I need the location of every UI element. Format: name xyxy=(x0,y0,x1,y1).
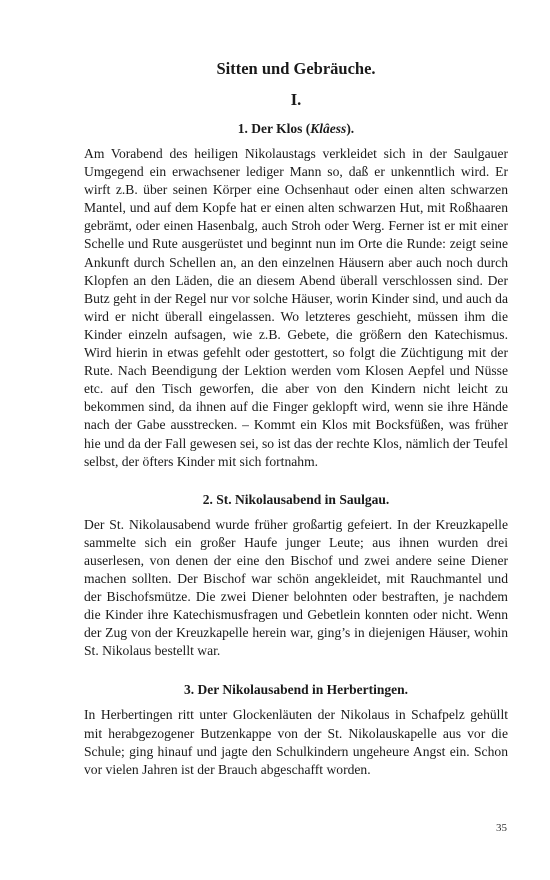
section-3-body: In Herbertingen ritt unter Glockenläuten der Nikolaus in Schafpelz gehüllt mit herabgezogener Butzenkappe von der St. Nikolauskapelle aus vor die Schule; ging hinauf und jagte den Schulkindern ungeheure Angst ein. Schon vor vielen Jahren ist der Brauch abgeschafft worden. xyxy=(84,707,508,777)
section-3-title: 3. Der Nikolausabend in Herbertingen. xyxy=(183,682,408,698)
chapter-title: Sitten und Gebräuche. xyxy=(216,59,376,78)
section-1-body: Am Vorabend des heiligen Nikolaustags verkleidet sich in der Saulgauer Umgegend ein erwachsener lediger Mann so, daß er unkenntlich wird. Er wirft z.B. über seinen Körper eine Ochsenhaut oder einen alten schwarzen Mantel, und auf dem Kopfe hat er einen alten schwarzen Hut, mit Roßhaaren gebrämt, oder einen Hasenbalg, auch Stroh oder Werg. Ferner ist er mit einer Schelle und Rute ausgerüstet und beginnt nun im Orte die Runde: zeigt seine Ankunft durch Schellen an, an den einzelnen Häusern aber auch noch durch Klopfen an den Läden, die an diesem Abend überall verschlossen sind. Der Butz geht in der Regel nur vor solche Häuser, worin Kinder sind, und auch da wird er nicht überall eingelassen. Wo letzteres geschieht, müssen ihm die Kinder einzeln aufsagen, wie z.B. Gebete, die größern den Katechismus. Wird hierin in etwas gefehlt oder gestottert, so folgt die Züchtigung mit der Rute. Nach Beendigung der Lektion werden vom Klosen Aepfel und Nüsse etc. auf den Tisch geworfen, die aber von den Kindern nicht leicht zu bekommen sind, da ihnen auf die Finger geklopft wird, wenn sie ihre Hände nach der Gabe ausstrecken. – Kommt ein Klos mit Bocksfüßen, was früher hie und da der Fall gewesen sei, so ist das der rechte Klos, nämlich der Teufel selbst, der öfters Kinder mit sich fortnahm. xyxy=(84,146,508,469)
section-1-title xyxy=(84,120,508,138)
section-2-body: Der St. Nikolausabend wurde früher großartig gefeiert. In der Kreuzkapelle sammelte sich ein großer Haufe junger Leute; aus ihnen wurden drei auserlesen, von denen der eine den Bischof und zwei andere seine Diener machen sollten. Der Bischof war schön angekleidet, mit Rauchmantel und der Bischofsmütze. Die zwei Diener belohnten oder bestraften, je nachdem die Kinder ihre Katechismusfragen und Gebetlein konnten oder nicht. Wenn der Zug von der Kreuzkapelle herein war, ging’s in diejenigen Häuser, wohin St. Nikolaus bestellt war. xyxy=(84,516,508,659)
section-1-title-prefix: 1. Der Klos ( xyxy=(237,121,311,136)
part-numeral: I. xyxy=(290,90,302,109)
section-2-title: 2. St. Nikolausabend in Saulgau. xyxy=(202,491,390,507)
section-1-title-italic: Klâess xyxy=(310,121,347,136)
book-page xyxy=(84,58,508,779)
page-number: 35 xyxy=(496,822,507,834)
section-1-title-suffix: ). xyxy=(346,121,355,136)
